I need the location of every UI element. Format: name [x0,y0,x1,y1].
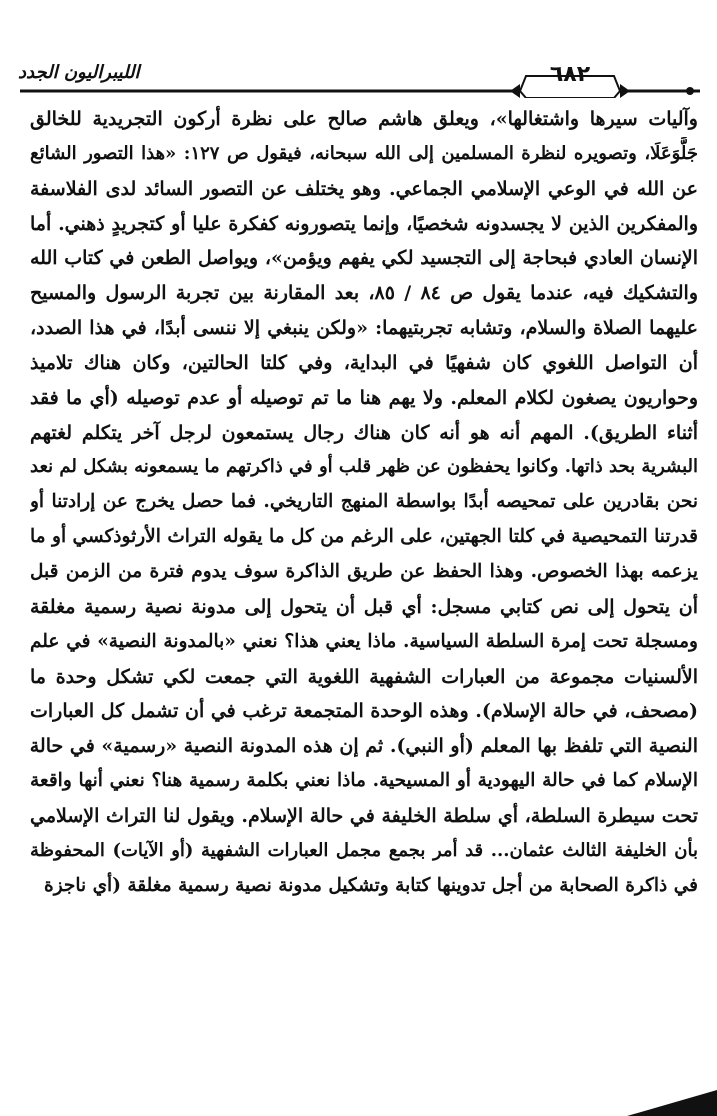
running-title: الليبراليون الجدد [18,62,140,83]
scan-corner-shadow [627,1076,717,1116]
text-line: الإنسان العادي فبحاجة إلى التجسيد لكي يفهم ويؤمن»، ويواصل الطعن في كتاب الله [30,247,698,270]
text-line: (مصحف، في حالة الإسلام). وهذه الوحدة المتجمعة ترغب في أن تشمل كل العبارات [30,700,698,723]
text-line: أن يتحول إلى نص كتابي مسجل: أي قبل أن يتحول إلى مدونة نصية رسمية مغلقة [30,595,698,618]
text-line: أن التواصل اللغوي كان شفهيًا في البداية، وفي كلتا الحالتين، وكان هناك تلاميذ [30,351,698,374]
text-line: عليهما الصلاة والسلام، وتشابه تجربتيهما: «ولكن ينبغي إلا ننسى أبدًا، في هذا الصدد، [30,317,698,340]
page-number: ٦٨٢ [549,62,591,87]
text-line: يزعمه بهذا الخصوص. وهذا الحفظ عن طريق الذاكرة سوف يدوم فترة من الزمن قبل [30,560,698,582]
text-line: بأن الخليفة الثالث عثمان... قد أمر بجمع مجمل العبارات الشفهية (أو الآيات) المحفوظة [30,839,698,861]
text-line: والتشكيك فيه، عندما يقول ص ٨٤ / ٨٥، بعد المقارنة بين تجربة الرسول والمسيح [30,282,698,305]
text-line: أثناء الطريق). المهم أنه هو أنه كان هناك رجال يستمعون لرجل آخر يتكلم لغتهم [30,421,698,444]
text-line: الإسلام كما في حالة اليهودية أو المسيحية. ماذا نعني بكلمة رسمية هنا؟ نعني أنها واقعة [30,770,698,792]
text-line: وآليات سيرها واشتغالها»، ويعلق هاشم صالح على نظرة أركون التجريدية للخالق [30,108,698,130]
text-line: قدرتنا التمحيصية في كلتا الجهتين، على الرغم من كل ما يقوله التراث الأرثوذكسي أو ما [30,526,698,548]
text-line: ومسجلة تحت إمرة السلطة السياسية. ماذا يعني هذا؟ نعني «بالمدونة النصية» في علم [30,630,698,652]
text-line: جَلَّوَعَلَا، وتصويره لنظرة المسلمين إلى الله سبحانه، فيقول ص ١٢٧: «هذا التصور الشائع [30,142,698,164]
text-line: في ذاكرة الصحابة من أجل تدوينها كتابة وتشكيل مدونة نصية رسمية مغلقة (أي ناجزة [44,874,698,896]
text-line: وحواريون يصغون لكلام المعلم. ولا يهم هنا ما تم توصيله أو عدم توصيله (أي ما فقد [30,386,698,409]
page-header [0,58,717,98]
text-line: الألسنيات مجموعة من العبارات الشفهية اللغوية التي جمعت لكي تشكل وحدة ما [30,665,698,688]
text-line: النصية التي تلفظ بها المعلم (أو النبي). ثم إن هذه المدونة النصية «رسمية» في حالة [30,735,698,758]
text-line: تحت سيطرة السلطة، أي سلطة الخليفة في حالة الإسلام. ويقول لنا التراث الإسلامي [30,804,698,827]
text-line: والمفكرين الذين لا يجسدونه شخصيًا، وإنما يتصورونه كفكرة عليا أو كتجريدٍ ذهني. أما [30,212,698,235]
page-body [30,102,698,903]
text-line: عن الله في الوعي الإسلامي الجماعي. وهو يختلف عن التصور السائد لدى الفلاسفة [30,177,698,200]
text-line: نحن بقادرين على تمحيصه أبدًا بواسطة المنهج التاريخي. فما حصل يخرج عن إرادتنا أو [30,491,698,513]
text-line: البشرية بحد ذاتها. وكانوا يحفظون عن ظهر قلب أو في ذاكرتهم ما يسمعونه بشكل لم نعد [30,456,698,478]
